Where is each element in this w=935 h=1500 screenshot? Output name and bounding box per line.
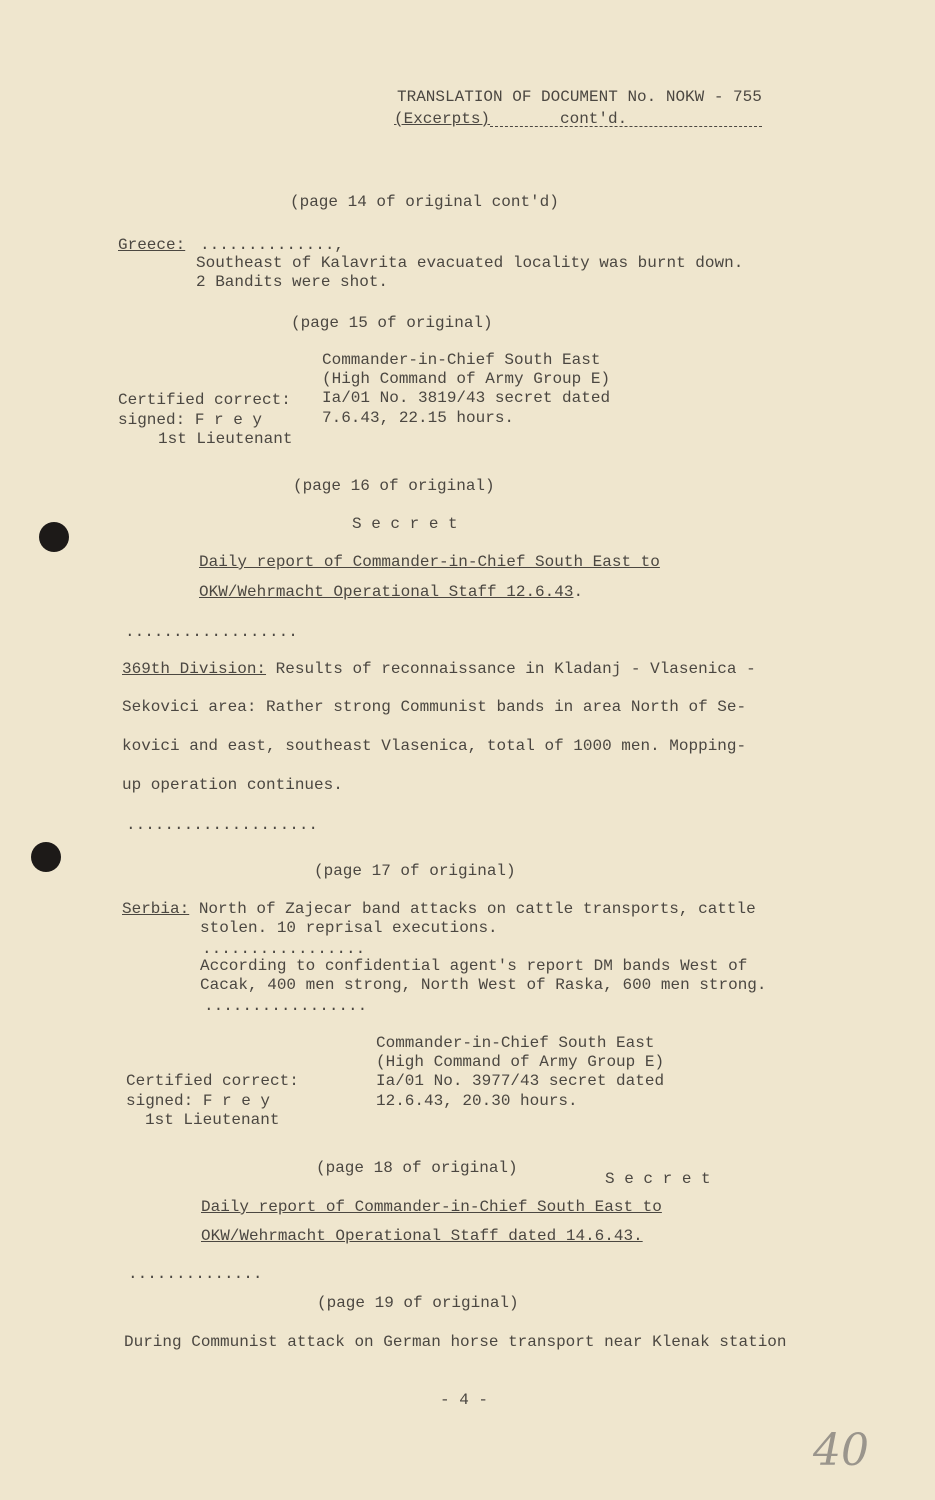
punch-hole — [31, 842, 61, 872]
report-heading: Daily report of Commander-in-Chief South East to — [201, 1198, 662, 1216]
certification: signed: F r e y — [118, 411, 263, 429]
page-number: - 4 - — [440, 1391, 489, 1409]
certification: 1st Lieutenant — [158, 430, 293, 448]
section-label: 369th Division: — [122, 660, 267, 678]
page-ref: (page 14 of original cont'd) — [290, 193, 559, 211]
signature-block: Commander-in-Chief South East — [322, 351, 601, 369]
text-line: During Communist attack on German horse transport near Klenak station — [124, 1333, 787, 1351]
ellipsis: .............., — [200, 236, 345, 254]
text-line: kovici and east, southeast Vlasenica, total of 1000 men. Mopping- — [122, 737, 747, 755]
certification: signed: F r e y — [126, 1092, 271, 1110]
text-line: stolen. 10 reprisal executions. — [200, 919, 498, 937]
signature-block: Commander-in-Chief South East — [376, 1034, 655, 1052]
text-line: Cacak, 400 men strong, North West of Raska, 600 men strong. — [200, 976, 767, 994]
signature-block: 7.6.43, 22.15 hours. — [322, 409, 515, 427]
text-line: North of Zajecar band attacks on cattle transports, cattle — [189, 900, 756, 918]
page-ref: (page 18 of original) — [316, 1159, 518, 1177]
section-label: Greece: — [118, 236, 186, 254]
ellipsis: .............. — [128, 1265, 263, 1283]
text-line: 2 Bandits were shot. — [196, 273, 389, 291]
page-ref: (page 19 of original) — [317, 1294, 519, 1312]
page-ref: (page 15 of original) — [291, 314, 493, 332]
classification: S e c r e t — [605, 1170, 711, 1188]
signature-block: Ia/01 No. 3819/43 secret dated — [322, 389, 611, 407]
ellipsis: .................... — [126, 816, 319, 834]
doc-subtitle: (Excerpts) — [394, 110, 491, 128]
ellipsis: ................. — [204, 997, 368, 1015]
ellipsis: .................. — [125, 623, 298, 641]
doc-title: TRANSLATION OF DOCUMENT No. NOKW - 755 — [397, 88, 762, 106]
signature-block: (High Command of Army Group E) — [322, 370, 611, 388]
handwritten-folio-number: 40 — [813, 1425, 869, 1476]
text-line: According to confidential agent's report DM bands West of — [200, 957, 748, 975]
text-line: up operation continues. — [122, 776, 343, 794]
punch-hole — [39, 522, 69, 552]
section-label: Serbia: — [122, 900, 190, 918]
page-ref: (page 16 of original) — [293, 477, 495, 495]
report-heading: OKW/Wehrmacht Operational Staff 12.6.43 — [199, 583, 574, 601]
certification: Certified correct: — [126, 1072, 299, 1090]
signature-block: (High Command of Army Group E) — [376, 1053, 665, 1071]
text-line: Results of reconnaissance in Kladanj - Vlasenica - — [266, 660, 756, 678]
report-heading: Daily report of Commander-in-Chief South East to — [199, 553, 660, 571]
signature-block: 12.6.43, 20.30 hours. — [376, 1092, 578, 1110]
page-ref: (page 17 of original) — [314, 862, 516, 880]
certification: 1st Lieutenant — [145, 1111, 280, 1129]
contd-label: cont'd. — [560, 110, 628, 128]
text-line: Southeast of Kalavrita evacuated locality was burnt down. — [196, 254, 744, 272]
period: . — [573, 583, 584, 601]
ellipsis: ................. — [202, 940, 366, 958]
report-heading: OKW/Wehrmacht Operational Staff dated 14.6.43. — [201, 1227, 643, 1245]
text-line: Sekovici area: Rather strong Communist bands in area North of Se- — [122, 698, 747, 716]
certification: Certified correct: — [118, 391, 291, 409]
signature-block: Ia/01 No. 3977/43 secret dated — [376, 1072, 665, 1090]
classification: S e c r e t — [352, 515, 458, 533]
underline — [490, 126, 762, 127]
